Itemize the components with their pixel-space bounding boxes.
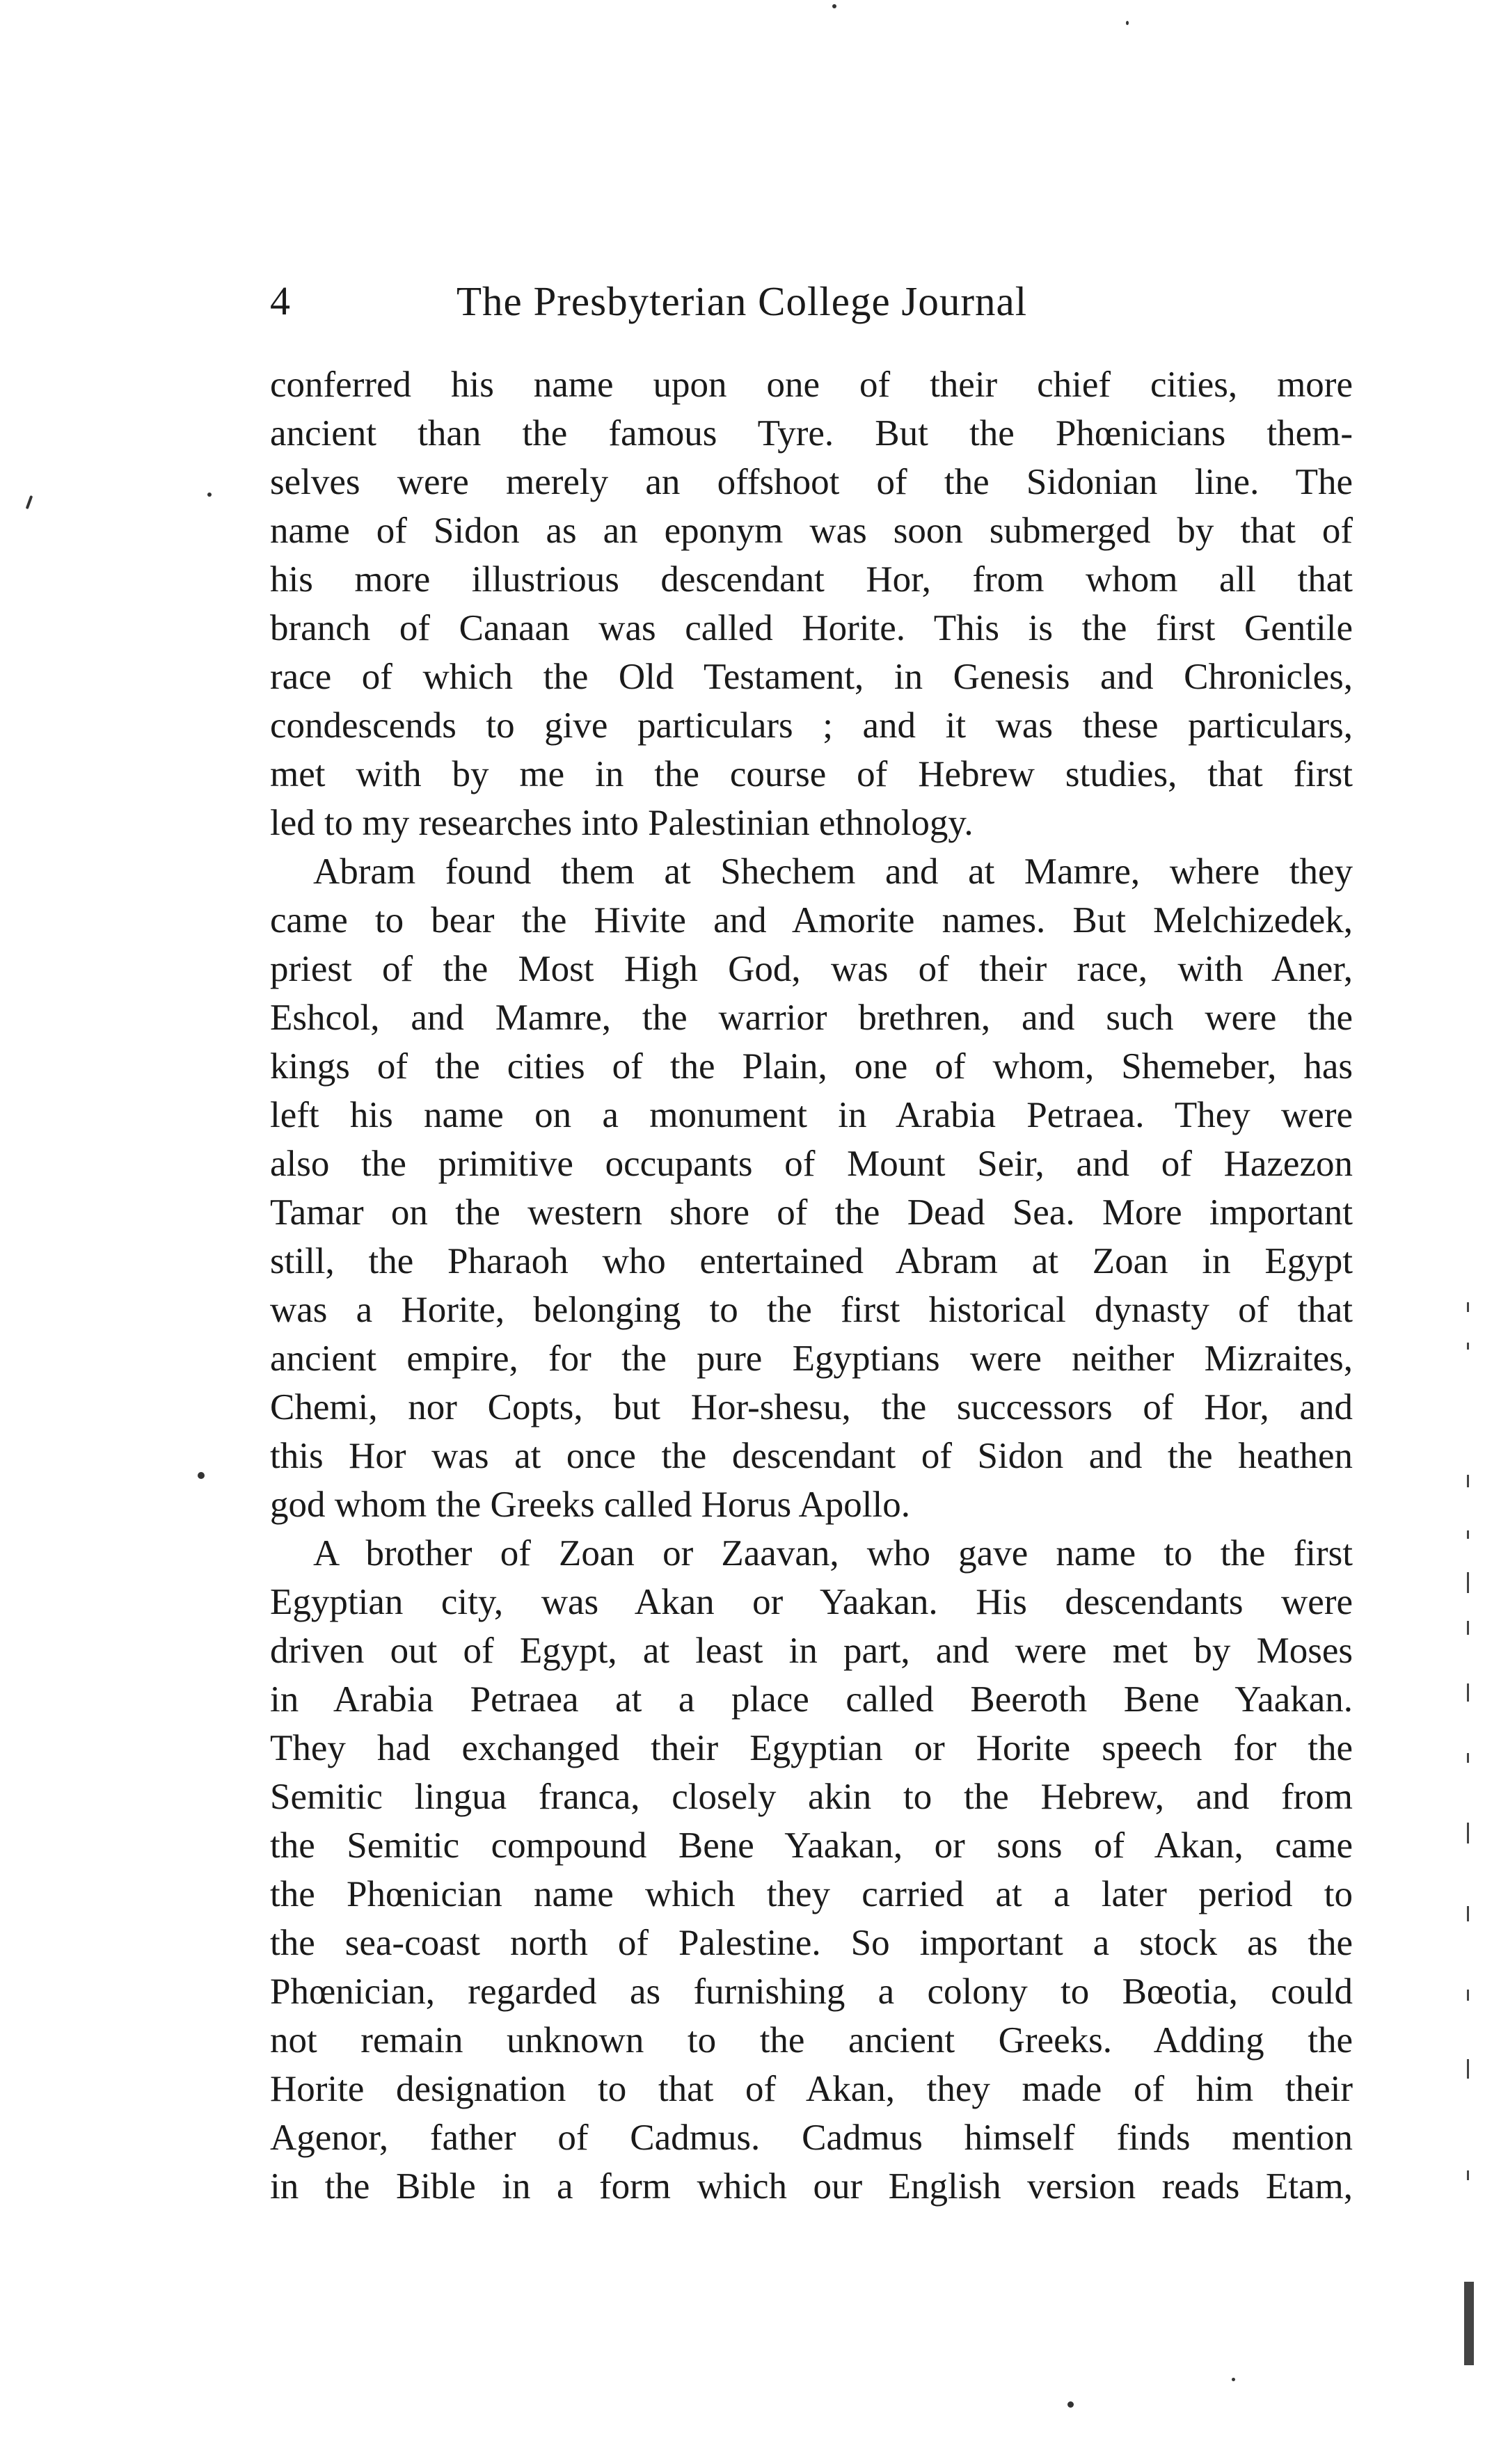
page-header [270,270,1175,333]
edge-dash [1467,1530,1469,1539]
page-number: 4 [270,278,290,323]
scan-speck [1126,21,1129,25]
text-line: not remain unknown to the ancient Greeks. Adding the [270,2020,1353,2061]
text-line: driven out of Egypt, at least in part, and were met by Moses [270,1631,1353,1671]
text-line: met with by me in the course of Hebrew studies, that first [270,754,1353,794]
scan-speck [832,4,836,8]
text-line: ancient than the famous Tyre. But the Phœnicians them- [270,413,1353,454]
edge-dash [1467,1343,1469,1350]
text-line: still, the Pharaoh who entertained Abram at Zoan in Egypt [270,1241,1353,1281]
text-line: led to my researches into Palestinian ethnology. [270,803,974,843]
text-line: in Arabia Petraea at a place called Beeroth Bene Yaakan. [270,1679,1353,1720]
edge-dash [1467,1302,1469,1312]
text-line: also the primitive occupants of Mount Seir, and of Hazezon [270,1144,1353,1184]
edge-dash [1467,2059,1469,2079]
edge-dash [1467,1753,1469,1763]
text-line: Eshcol, and Mamre, the warrior brethren, and such were the [270,998,1353,1038]
text-line: priest of the Most High God, was of their race, with Aner, [270,949,1353,989]
edge-dash [1467,1990,1469,2001]
text-line: branch of Canaan was called Horite. This is the first Gentile [270,608,1353,648]
text-line: selves were merely an offshoot of the Sidonian line. The [270,462,1353,502]
text-line: the Phœnician name which they carried at a later period to [270,1874,1353,1914]
text-line: race of which the Old Testament, in Genesis and Chronicles, [270,657,1353,697]
text-line: Egyptian city, was Akan or Yaakan. His descendants were [270,1582,1353,1622]
text-line: Abram found them at Shechem and at Mamre, where they [313,851,1353,892]
paragraph-1 [270,360,1353,847]
text-line: ancient empire, for the pure Egyptians were neither Mizraites, [270,1338,1353,1379]
scan-speck [1232,2378,1235,2381]
text-line: Phœnician, regarded as furnishing a colony to Bœotia, could [270,1971,1353,2012]
edge-dash [1464,2282,1474,2365]
edge-dash [1467,1823,1469,1843]
scan-speck [1067,2401,1074,2408]
scan-speck [26,495,33,509]
text-line: Agenor, father of Cadmus. Cadmus himself finds mention [270,2118,1353,2158]
text-line: kings of the cities of the Plain, one of whom, Shemeber, has [270,1046,1353,1087]
text-line: his more illustrious descendant Hor, from whom all that [270,559,1353,600]
page-edge-marks [1464,1294,1478,2407]
text-line: They had exchanged their Egyptian or Horite speech for the [270,1728,1353,1768]
edge-dash [1467,1683,1469,1702]
text-line: Semitic lingua franca, closely akin to the Hebrew, and from [270,1777,1353,1817]
paragraph-3 [270,1529,1353,2211]
text-line: Chemi, nor Copts, but Hor-shesu, the successors of Hor, and [270,1387,1353,1427]
edge-dash [1467,1906,1469,1921]
text-line: conferred his name upon one of their chief cities, more [270,365,1353,405]
text-line: in the Bible in a form which our English version reads Etam, [270,2166,1353,2207]
text-line: the Semitic compound Bene Yaakan, or sons of Akan, came [270,1825,1353,1866]
text-line: left his name on a monument in Arabia Petraea. They were [270,1095,1353,1135]
text-line: Tamar on the western shore of the Dead Sea. More important [270,1192,1353,1233]
text-line: name of Sidon as an eponym was soon submerged by that of [270,511,1353,551]
text-line: condescends to give particulars ; and it was these particulars, [270,705,1353,746]
edge-dash [1467,1572,1469,1593]
running-title: The Presbyterian College Journal [456,278,1028,324]
text-line: A brother of Zoan or Zaavan, who gave name to the first [313,1533,1353,1574]
scan-speck [198,1472,205,1479]
text-line: was a Horite, belonging to the first historical dynasty of that [270,1290,1353,1330]
edge-dash [1467,1475,1469,1487]
paragraph-2 [270,847,1353,1529]
text-line: Horite designation to that of Akan, they made of him their [270,2069,1353,2109]
edge-dash [1467,2170,1469,2180]
text-line: came to bear the Hivite and Amorite names. But Melchizedek, [270,900,1353,941]
body-text [270,360,1353,2211]
scan-speck [207,493,212,497]
text-line: god whom the Greeks called Horus Apollo. [270,1485,910,1525]
edge-dash [1467,1621,1469,1635]
text-line: this Hor was at once the descendant of Sidon and the heathen [270,1436,1353,1476]
text-line: the sea-coast north of Palestine. So important a stock as the [270,1923,1353,1963]
